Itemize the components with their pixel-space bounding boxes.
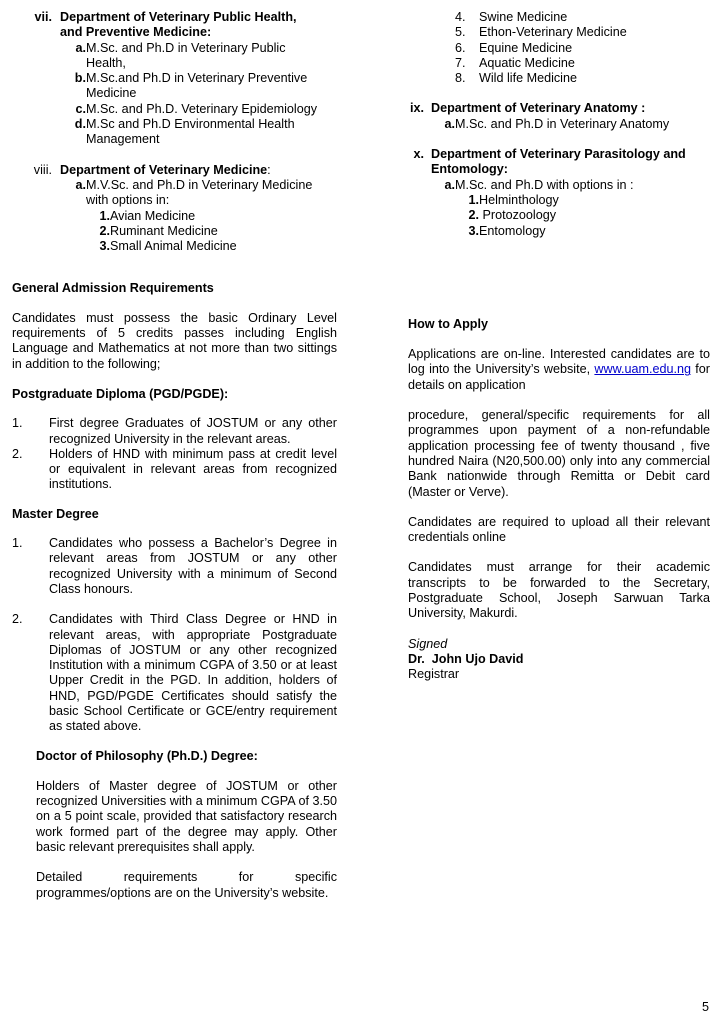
item-letter: a. [75,177,86,192]
programme-item [60,41,337,72]
item-text: M.Sc.and Ph.D in Veterinary Preventive [86,71,308,86]
item-text: Candidates with Third Class Degree or HND in relevant areas, with appropriate Postgraduate Diplomas of JOSTUM or any other recognized Institution with a minimum CGPA of 3.50 or at least Upper Credit in the PGD. In addition, holders of HND, PGD/PGDE Certificates should satisfy the basic School Certificate or GCE/entry requirement as stated above. [49,612,337,734]
item-text: First degree Graduates of JOSTUM or any other recognized University in the relevant areas. [49,416,337,446]
item-letter: d. [74,117,86,132]
signed-label: Signed [408,636,448,651]
title-colon: : [267,162,271,177]
department-title: and Preventive Medicine: [60,25,212,40]
option-item [455,56,710,71]
option-label: Helminthology [479,192,559,207]
general-admission-heading: General Admission Requirements [12,281,214,296]
signatory-title: Registrar [408,667,460,682]
website-link[interactable]: www.uam.edu.ng [594,362,692,377]
option-label: Ruminant Medicine [110,223,218,238]
programme-item [60,178,337,254]
option-number: 4. [455,10,466,24]
department-title: Department of Veterinary Anatomy : [431,101,646,116]
page-number: 5 [701,1000,709,1014]
programme-item [60,102,337,117]
option-number: 3. [99,239,110,254]
department-ix [402,101,710,132]
option-item [86,239,337,254]
department-title: Department of Veterinary Public Health, [60,10,297,24]
item-text: M.Sc. and Ph.D. Veterinary Epidemiology [86,101,317,116]
option-number: 7. [455,55,466,70]
option-label: Ethon-Veterinary Medicine [479,25,627,40]
option-item [455,193,710,208]
item-text: M.Sc and Ph.D Environmental Health [86,117,295,132]
option-item [455,71,710,86]
item-text: Holders of HND with minimum pass at credit level or equivalent in relevant areas from recognized institutions. [49,446,337,492]
phd-section [36,749,337,901]
signature-block [408,637,710,683]
apply-text: Applications are on-line. Interested candidates are to log into the University’s website, [408,347,710,377]
apply-paragraph: procedure, general/specific requirements for all programmes upon payment of a non-refundable application processing fee of twenty thousand , five hundred Naira (N20,500.00) only into any commercial Bank nationwide through Remitta or Debit card (Master or Verve). [408,408,710,499]
department-number: vii. [34,10,52,24]
option-label: Equine Medicine [479,40,573,55]
item-number: 2. [12,446,23,461]
apply-paragraph: Candidates are required to upload all their relevant credentials online [408,514,710,545]
department-x [402,147,710,239]
pgd-item [12,416,337,447]
item-letter: b. [74,71,86,86]
programme-item [60,71,337,102]
option-label: Protozoology [479,208,557,223]
signatory-name: Dr. John Ujo David [408,651,524,666]
item-text: M.Sc. and Ph.D with options in : [455,177,634,192]
option-number: 6. [455,40,466,55]
item-text: M.Sc. and Ph.D in Veterinary Public [86,40,286,55]
master-item [12,536,337,597]
option-item [86,209,337,224]
department-vii [30,10,337,148]
item-text: Health, [86,55,126,70]
item-text: Candidates who possess a Bachelor’s Degree in relevant areas from JOSTUM or any other recognized University with a minimum of Second Class honours. [49,536,337,596]
apply-text: for details on application [408,362,710,392]
master-item [12,612,337,734]
department-number: viii. [33,162,52,177]
option-label: Wild life Medicine [479,71,577,86]
item-letter: a. [444,177,455,192]
item-letter: a. [75,40,86,55]
option-number: 2. [468,208,479,223]
option-item [455,10,710,25]
option-label: Small Animal Medicine [110,239,237,254]
option-label: Avian Medicine [110,208,196,223]
option-label: Aquatic Medicine [479,55,575,70]
left-column [12,10,337,901]
item-number: 1. [12,416,23,431]
phd-text: Holders of Master degree of JOSTUM or other recognized Universities with a minimum CGPA of 3.50 on a 5 point scale, provided that satisfactory research work formed part of the degree may apply. Other basic relevant prerequisites shall apply. [36,778,337,855]
programme-item [431,178,710,193]
option-label: Entomology [479,223,546,238]
item-letter: a. [444,116,455,131]
option-number: 5. [455,25,466,40]
option-item [455,208,710,223]
department-title: Department of Veterinary Parasitology and [431,147,686,162]
option-item [455,224,710,239]
department-number: x. [413,147,424,162]
option-item [86,224,337,239]
programme-item [431,117,710,132]
general-admission-text: Candidates must possess the basic Ordinary Level requirements of 5 credits passes including English Language and Mathematics at not more than two sittings in addition to the following; [12,310,337,371]
department-title: Department of Veterinary Medicine [60,162,268,177]
item-text: M.V.Sc. and Ph.D in Veterinary Medicine [86,177,313,192]
department-viii [30,163,337,255]
option-number: 8. [455,71,466,86]
item-text: M.Sc. and Ph.D in Veterinary Anatomy [455,116,670,131]
department-number: ix. [409,101,424,116]
item-number: 2. [12,612,23,627]
item-letter: c. [75,101,86,116]
continued-options [455,10,710,86]
option-label: Swine Medicine [479,10,568,24]
item-text: Management [86,132,160,147]
option-number: 3. [468,223,479,238]
pgd-item [12,447,337,493]
department-title: Entomology: [431,162,508,177]
phd-heading: Doctor of Philosophy (Ph.D.) Degree: [36,748,258,763]
apply-paragraph: Candidates must arrange for their academic transcripts to be forwarded to the Secretary, Postgraduate School, Joseph Sarwuan Tarka University, Makurdi. [408,560,710,621]
item-text: with options in: [86,193,170,208]
how-to-apply-heading: How to Apply [408,316,488,331]
item-number: 1. [12,536,23,551]
option-number: 1. [468,192,479,207]
option-item [455,41,710,56]
option-number: 2. [99,223,110,238]
pgd-heading: Postgraduate Diploma (PGD/PGDE): [12,386,229,401]
item-text: Medicine [86,86,137,101]
programme-item [60,117,337,148]
phd-detail-text: Detailed requirements for specific programmes/options are on the University’s website. [36,870,337,900]
option-number: 1. [99,208,110,223]
apply-paragraph [408,347,710,393]
right-column [408,10,710,683]
master-heading: Master Degree [12,506,99,521]
option-item [455,25,710,40]
